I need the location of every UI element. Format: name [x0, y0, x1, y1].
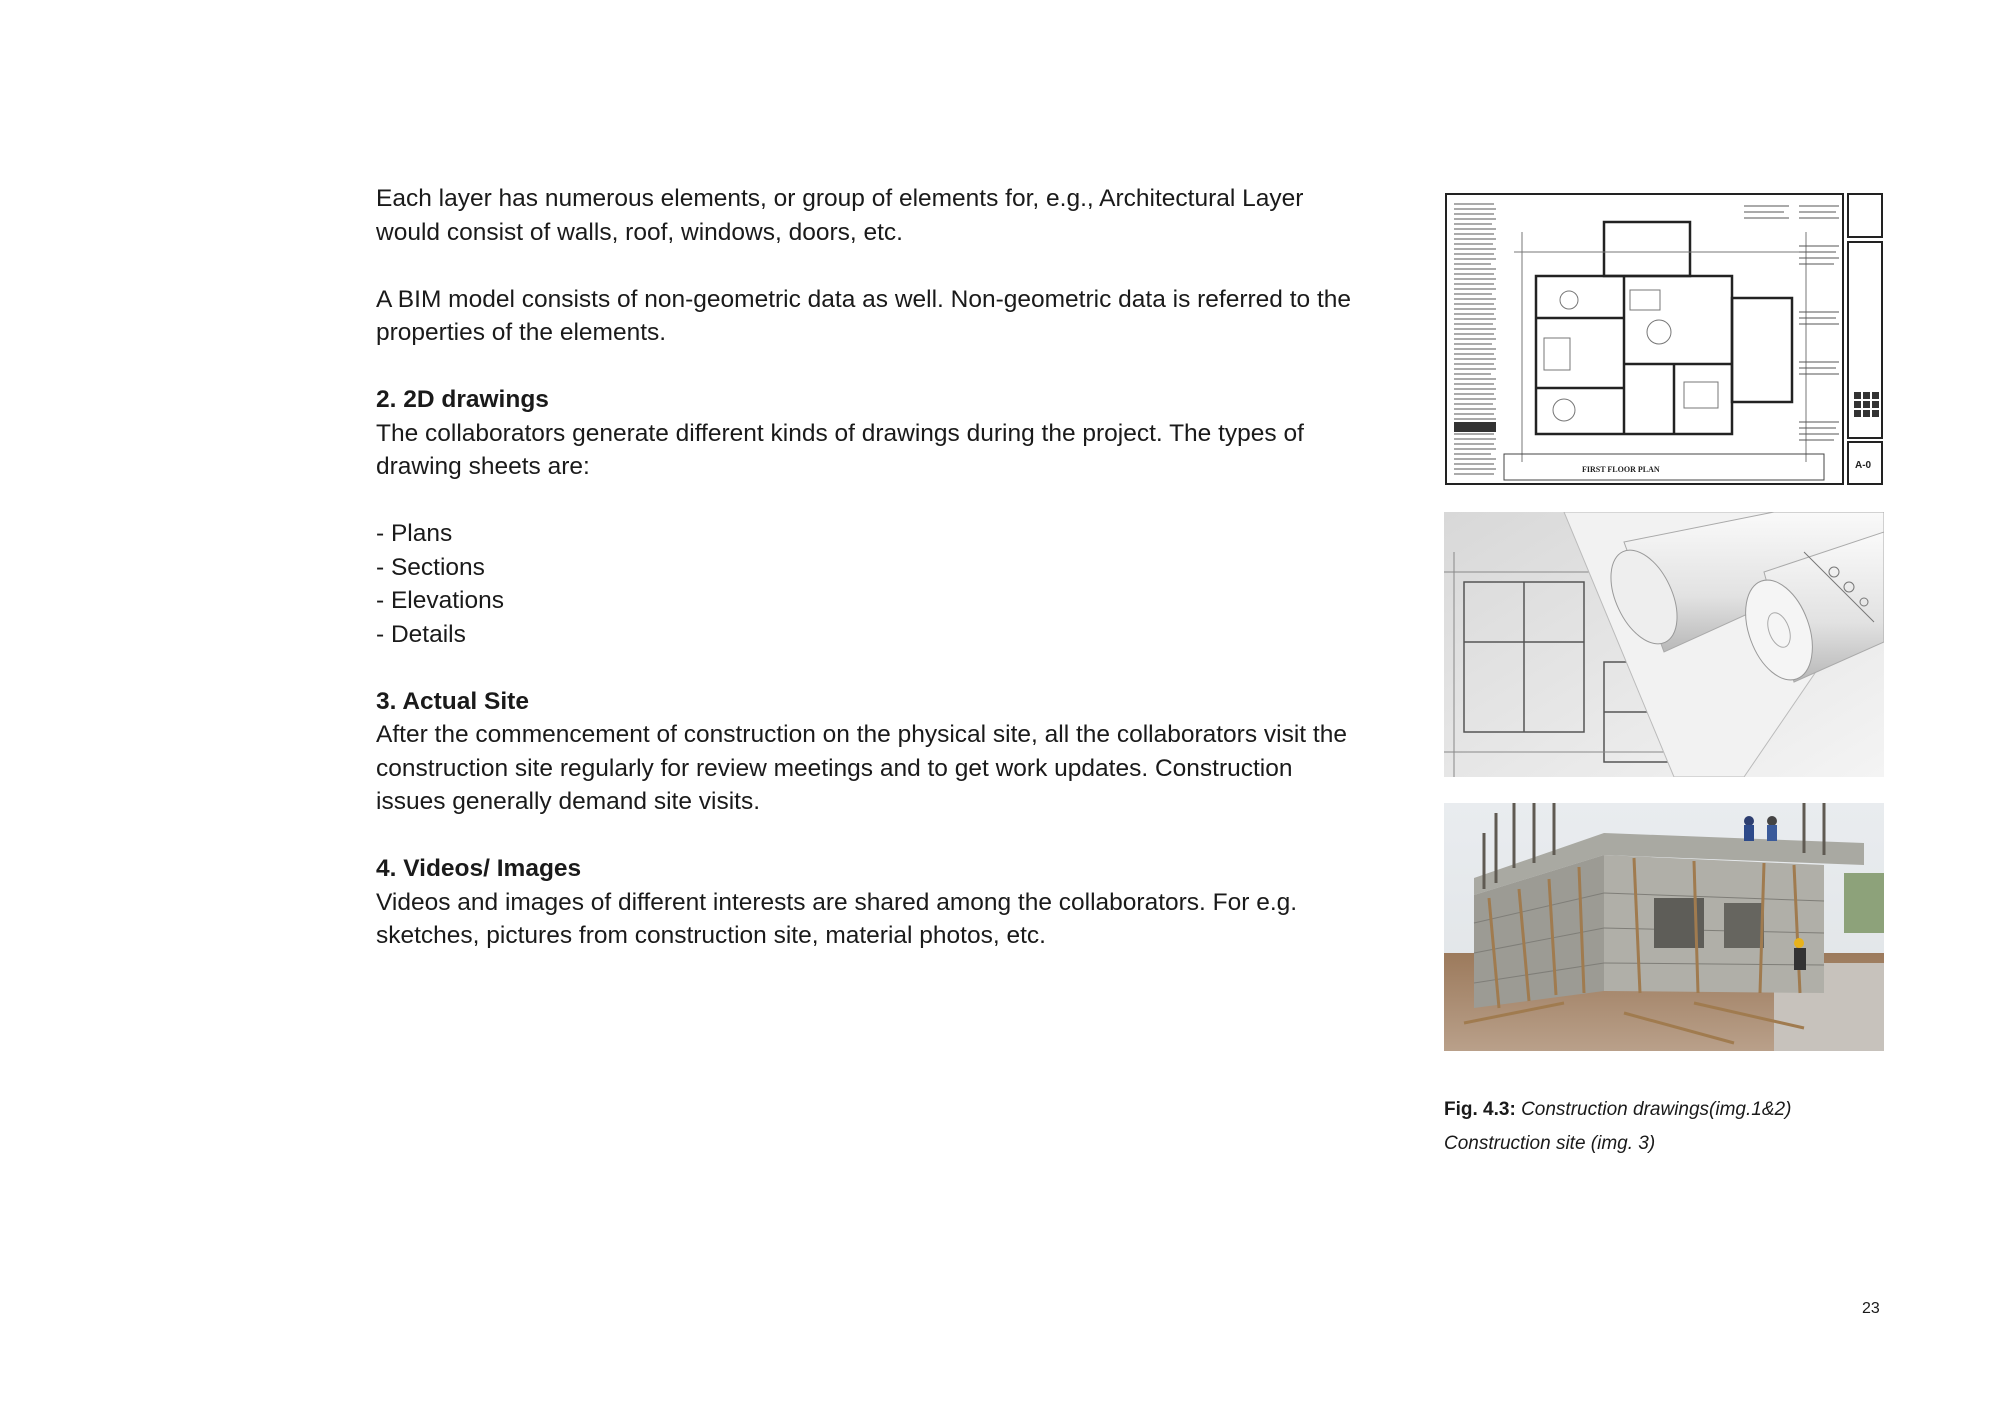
paragraph-bim: A BIM model consists of non-geometric data as well. Non-geometric data is referred to the properties of the elements.	[376, 285, 1352, 346]
heading-actual-site: 3. Actual Site	[376, 687, 529, 715]
page-number: 23	[1862, 1300, 1880, 1317]
body-text	[376, 182, 1361, 986]
heading-videos-images: 4. Videos/ Images	[376, 855, 582, 882]
caption-label: Fig. 4.3:	[1444, 1099, 1516, 1120]
figure-caption	[1444, 1093, 1904, 1161]
caption-text-1: Construction drawings(img.1&2)	[1521, 1099, 1792, 1120]
text-2d-drawings: The collaborators generate different kinds of drawings during the project. The types of drawing sheets are:	[376, 419, 1304, 480]
list-item: - Details	[376, 620, 466, 648]
list-item: - Elevations	[376, 587, 505, 614]
section-2d-drawings	[376, 383, 1361, 484]
paragraph-layers: Each layer has numerous elements, or group of elements for, e.g., Architectural Layer would consist of walls, roof, windows, doors, etc.	[376, 185, 1304, 246]
list-item: - Sections	[376, 553, 485, 581]
svg-text:A-0: A-0	[1855, 460, 1872, 471]
caption-text-2: Construction site (img. 3)	[1444, 1133, 1656, 1154]
rolled-blueprints-photo	[1444, 512, 1884, 777]
list-item: - Plans	[376, 520, 453, 547]
heading-2d-drawings: 2. 2D drawings	[376, 386, 549, 413]
text-videos-images: Videos and images of different interests are shared among the collaborators. For e.g. sketches, pictures from construction site, material photos, etc.	[376, 888, 1298, 949]
svg-text:FIRST FLOOR PLAN: FIRST FLOOR PLAN	[1582, 465, 1660, 474]
text-actual-site: After the commencement of construction on the physical site, all the collaborators visit the construction site regularly for review meetings and to get work updates. Construction issues generally demand site visits.	[376, 721, 1347, 815]
floor-plan-drawing	[1444, 192, 1884, 486]
drawing-types-list	[376, 517, 1361, 651]
section-videos-images	[376, 852, 1361, 953]
construction-site-photo	[1444, 803, 1884, 1051]
caption-line-1	[1444, 1093, 1904, 1127]
section-actual-site	[376, 685, 1361, 819]
